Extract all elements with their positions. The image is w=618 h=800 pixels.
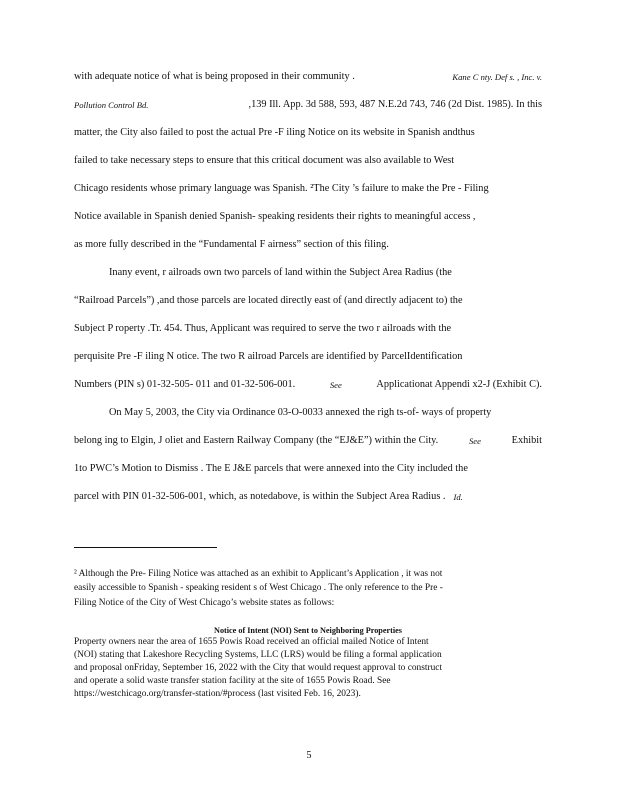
body-line bbox=[109, 266, 542, 280]
body-line bbox=[74, 294, 542, 308]
body-line bbox=[74, 210, 542, 224]
body-line bbox=[74, 182, 542, 196]
body-line bbox=[74, 126, 542, 140]
footnote-line: Filing Notice of the City of West Chicago’s website states as follows: bbox=[74, 598, 335, 608]
body-text-segment: ,139 Ill. App. 3d 588, 593, 487 N.E.2d 743, 746 (2d Dist. 1985). In this bbox=[248, 99, 542, 110]
body-text-segment: On May 5, 2003, the City via Ordinance 03-O-0033 annexed the righ ts-of- ways of property bbox=[109, 407, 492, 418]
body-text-segment: Inany event, r ailroads own two parcels of land within the Subject Area Radius (the bbox=[109, 267, 452, 278]
footnote-quote-line: Property owners near the area of 1655 Powis Road received an official mailed Notice of Intent bbox=[74, 637, 429, 647]
body-line bbox=[74, 350, 542, 364]
body-text-segment: failed to take necessary steps to ensure that this critical document was also available to West bbox=[74, 155, 455, 166]
body-line bbox=[74, 462, 542, 476]
body-text-segment: with adequate notice of what is being proposed in their community . bbox=[74, 71, 355, 82]
body-line bbox=[74, 434, 542, 448]
citation-text: Kane C nty. Def s. , Inc. v. bbox=[452, 72, 542, 82]
footnote-line: ² Although the Pre- Filing Notice was attached as an exhibit to Applicant’s Application , it was not bbox=[74, 569, 443, 579]
footnote-line: easily accessible to Spanish - speaking resident s of West Chicago . The only reference to the Pre - bbox=[74, 583, 443, 593]
body-line bbox=[74, 154, 542, 168]
body-text-segment: 1to PWC’s Motion to Dismiss . The E J&E parcels that were annexed into the City included the bbox=[74, 463, 468, 474]
footnote-quote-heading: Notice of Intent (NOI) Sent to Neighboring Properties bbox=[214, 626, 402, 635]
body-text-segment: Subject P roperty .Tr. 454. Thus, Applicant was required to serve the two r ailroads with the bbox=[74, 323, 452, 334]
body-line bbox=[74, 70, 542, 84]
body-text-segment: parcel with PIN 01-32-506-001, which, as notedabove, is within the Subject Area Radius . bbox=[74, 491, 446, 502]
citation-text: Pollution Control Bd. bbox=[74, 100, 149, 110]
body-text-segment: Applicationat Appendi x2-J (Exhibit C). bbox=[376, 379, 542, 390]
body-text-segment: Numbers (PIN s) 01-32-505- 011 and 01-32-506-001. bbox=[74, 379, 296, 390]
page-number: 5 bbox=[306, 750, 312, 761]
body-line bbox=[74, 238, 542, 252]
body-line bbox=[74, 322, 542, 336]
body-text-segment: Exhibit bbox=[511, 435, 542, 446]
body-line bbox=[109, 406, 542, 420]
body-line bbox=[74, 490, 542, 504]
body-text-segment: “Railroad Parcels”) ,and those parcels are located directly east of (and directly adjacent to) the bbox=[74, 295, 463, 306]
footnote-quote-line: and proposal onFriday, September 16, 2022 with the City that would request approval to construct bbox=[74, 663, 443, 673]
citation-text: See bbox=[329, 380, 342, 390]
body-line bbox=[74, 378, 542, 392]
footnote-quote-line: (NOI) stating that Lakeshore Recycling Systems, LLC (LRS) would be filing a formal application bbox=[74, 650, 442, 660]
footnote-quote-line: and operate a solid waste transfer station facility at the site of 1655 Powis Road. See bbox=[74, 676, 391, 686]
citation-text: Id. bbox=[453, 492, 463, 502]
body-text-segment: Notice available in Spanish denied Spanish- speaking residents their rights to meaningful access , bbox=[74, 211, 476, 222]
body-text-segment: as more fully described in the “Fundamental F airness” section of this filing. bbox=[74, 239, 389, 250]
body-text-segment: Chicago residents whose primary language was Spanish. ²The City ’s failure to make the Pre - Filing bbox=[74, 183, 489, 194]
footnote-quote-line[interactable]: https://westchicago.org/transfer-station/#process (last visited Feb. 16, 2023). bbox=[74, 689, 361, 699]
body-text-segment: matter, the City also failed to post the actual Pre -F iling Notice on its website in Spanish andthus bbox=[74, 127, 475, 138]
body-text-segment: perquisite Pre -F iling N otice. The two R ailroad Parcels are identified by ParcelIdentification bbox=[74, 351, 463, 362]
body-line bbox=[74, 98, 542, 112]
footnote-separator bbox=[74, 547, 217, 548]
body-text-segment: belong ing to Elgin, J oliet and Eastern Railway Company (the “EJ&E”) within the City. bbox=[74, 435, 439, 446]
citation-text: See bbox=[468, 436, 481, 446]
